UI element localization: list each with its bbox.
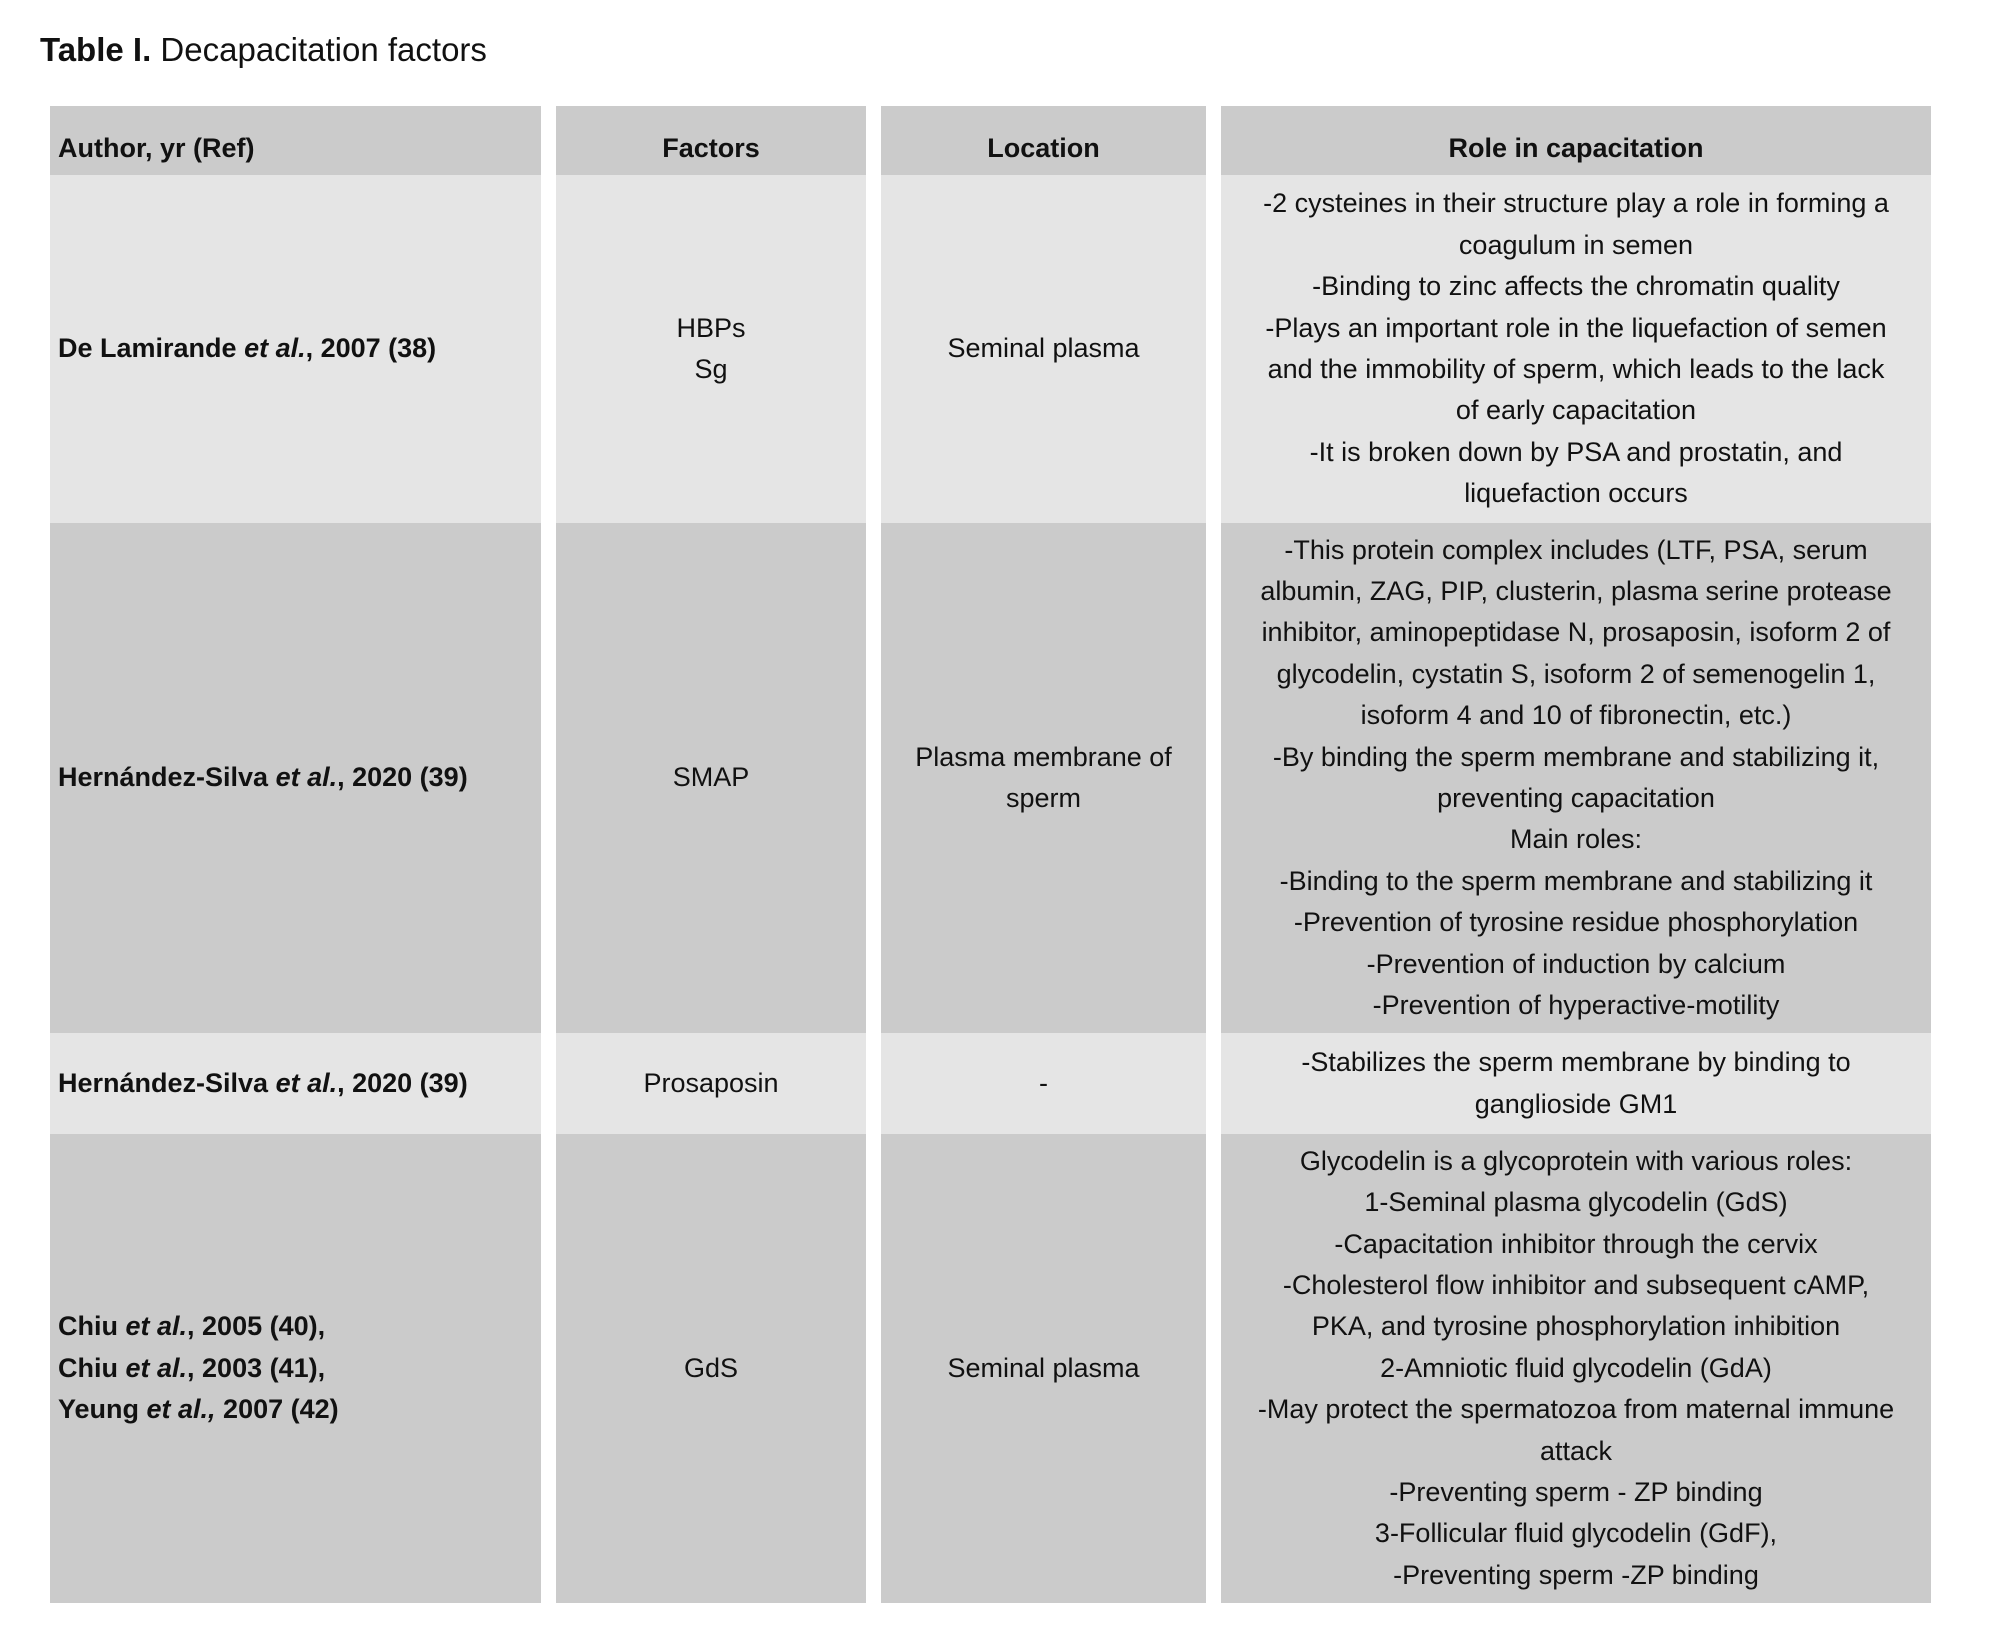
role-line: -It is broken down by PSA and prostatin, and xyxy=(1309,436,1843,467)
role-line: of early capacitation xyxy=(1455,395,1697,426)
role-line: -This protein complex includes (LTF, PSA, serum xyxy=(1284,534,1868,565)
role-cell xyxy=(1221,175,1931,523)
author-year-ref: , 2020 (39) xyxy=(337,762,468,793)
table-caption xyxy=(40,30,487,70)
author-name: Chiu xyxy=(58,1352,126,1383)
author-citation xyxy=(58,1348,339,1389)
et-al: et al. xyxy=(275,762,338,793)
et-al: et al. xyxy=(244,333,306,364)
role-line: -Plays an important role in the liquefaction of semen xyxy=(1265,312,1887,343)
column-header-factors: Factors xyxy=(556,106,866,175)
location-cell xyxy=(881,1033,1206,1134)
et-al: et al. xyxy=(275,1067,338,1098)
role-line: -By binding the sperm membrane and stabilizing it, xyxy=(1272,741,1880,772)
role-line: PKA, and tyrosine phosphorylation inhibition xyxy=(1311,1311,1841,1342)
role-line: -2 cysteines in their structure play a role in forming a xyxy=(1263,188,1889,219)
author-year-ref: , 2007 (38) xyxy=(305,333,437,364)
author-name: Hernández-Silva xyxy=(58,1067,276,1098)
location-cell xyxy=(881,1134,1206,1603)
author-cell xyxy=(50,175,541,523)
role-line: attack xyxy=(1539,1435,1613,1466)
location-cell xyxy=(881,523,1206,1033)
role-line: albumin, ZAG, PIP, clusterin, plasma serine protease xyxy=(1260,575,1892,606)
role-line: coagulum in semen xyxy=(1458,229,1694,260)
role-line: Glycodelin is a glycoprotein with various roles: xyxy=(1299,1145,1853,1176)
author-name: De Lamirande xyxy=(58,333,245,364)
role-cell xyxy=(1221,1134,1931,1603)
role-line: -Preventing sperm - ZP binding xyxy=(1389,1477,1763,1508)
location-line: - xyxy=(1039,1067,1048,1098)
caption-label: Table I. xyxy=(40,31,152,68)
role-line: inhibitor, aminopeptidase N, prosaposin, isoform 2 of xyxy=(1261,617,1891,648)
location-line: Plasma membrane of xyxy=(915,741,1172,772)
role-line: Main roles: xyxy=(1509,824,1643,855)
author-name: Yeung xyxy=(58,1394,147,1425)
caption-text: Decapacitation factors xyxy=(160,31,487,68)
role-line: -Cholesterol flow inhibitor and subsequent cAMP, xyxy=(1282,1269,1870,1300)
author-citation xyxy=(58,1389,339,1430)
role-line: -Preventing sperm -ZP binding xyxy=(1393,1559,1759,1590)
role-line: isoform 4 and 10 of fibronectin, etc.) xyxy=(1360,700,1792,731)
et-al: et al. xyxy=(125,1352,188,1383)
factors-cell xyxy=(556,1033,866,1134)
author-cell xyxy=(50,523,541,1033)
role-line: 3-Follicular fluid glycodelin (GdF), xyxy=(1374,1518,1778,1549)
role-line: -Binding to the sperm membrane and stabilizing it xyxy=(1279,865,1873,896)
role-cell xyxy=(1221,1033,1931,1134)
author-cell xyxy=(50,1134,541,1603)
factors-line: GdS xyxy=(683,1352,739,1383)
role-line: -Stabilizes the sperm membrane by binding to xyxy=(1301,1047,1851,1078)
role-line: -Prevention of induction by calcium xyxy=(1366,948,1786,979)
location-line: sperm xyxy=(1005,783,1081,813)
factors-cell xyxy=(556,523,866,1033)
role-line: preventing capacitation xyxy=(1437,783,1715,813)
factors-cell xyxy=(556,1134,866,1603)
author-year-ref: 2007 (42) xyxy=(215,1394,339,1425)
author-cell xyxy=(50,1033,541,1134)
author-year-ref: , 2005 (40), xyxy=(187,1311,326,1342)
role-line: -Capacitation inhibitor through the cervix xyxy=(1334,1228,1818,1259)
role-line: liquefaction occurs xyxy=(1464,478,1688,509)
role-line: -Binding to zinc affects the chromatin quality xyxy=(1312,271,1840,302)
author-citation xyxy=(58,757,468,798)
role-line: -Prevention of tyrosine residue phosphorylation xyxy=(1293,907,1859,938)
author-citation xyxy=(58,328,436,369)
author-year-ref: , 2020 (39) xyxy=(337,1067,468,1098)
role-line: ganglioside GM1 xyxy=(1474,1088,1678,1119)
role-line: -May protect the spermatozoa from maternal immune xyxy=(1257,1394,1895,1425)
role-line: 2-Amniotic fluid glycodelin (GdA) xyxy=(1380,1352,1772,1383)
author-name: Hernández-Silva xyxy=(58,762,276,793)
column-header-author: Author, yr (Ref) xyxy=(50,106,541,175)
role-line: and the immobility of sperm, which leads to the lack xyxy=(1267,354,1885,384)
author-year-ref: , 2003 (41), xyxy=(187,1352,326,1383)
author-citation xyxy=(58,1063,468,1104)
location-cell xyxy=(881,175,1206,523)
factors-line: Prosaposin xyxy=(643,1067,779,1098)
role-line: 1-Seminal plasma glycodelin (GdS) xyxy=(1364,1187,1788,1218)
role-cell xyxy=(1221,523,1931,1033)
location-line: Seminal plasma xyxy=(947,1352,1140,1383)
author-citation xyxy=(58,1306,339,1347)
factors-line: SMAP xyxy=(672,762,750,793)
factors-cell xyxy=(556,175,866,523)
author-name: Chiu xyxy=(58,1311,126,1342)
factors-line: HBPs xyxy=(676,312,746,343)
factors-line: Sg xyxy=(694,354,728,384)
location-line: Seminal plasma xyxy=(947,333,1140,364)
role-line: glycodelin, cystatin S, isoform 2 of semenogelin 1, xyxy=(1276,658,1876,689)
role-line: -Prevention of hyperactive-motility xyxy=(1372,990,1780,1021)
column-header-role: Role in capacitation xyxy=(1221,106,1931,175)
column-header-location: Location xyxy=(881,106,1206,175)
decapacitation-factors-table xyxy=(50,106,1932,1603)
et-al: et al., xyxy=(146,1394,216,1425)
et-al: et al. xyxy=(125,1311,188,1342)
